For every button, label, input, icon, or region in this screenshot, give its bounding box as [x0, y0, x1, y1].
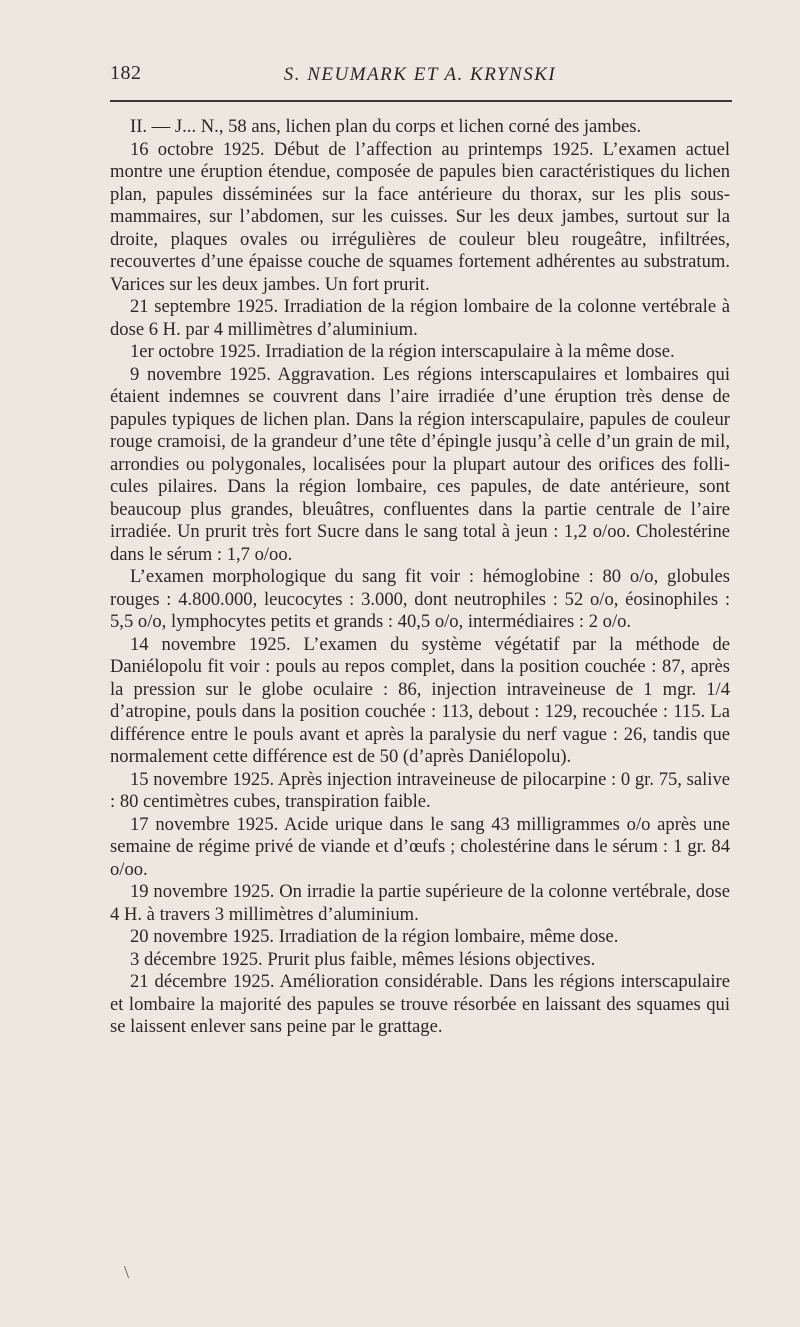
running-title: S. NEUMARK ET A. KRYNSKI — [283, 64, 557, 85]
paragraph-21-septembre: 21 septembre 1925. Irradiation de la région lombaire de la colonne vertébrale à dose 6 H. par 4 millimètres d’aluminium. — [110, 296, 730, 340]
body-text — [110, 116, 730, 1039]
paragraph-9-novembre: 9 novembre 1925. Aggravation. Les régions interscapulaires et lombaires qui étaient indemnes se couvrent dans l’aire irradiée d’une éruption très dense de papules typiques de lichen plan. Dans la région interscapulaire, papules de couleur rouge cramoisi, de la grandeur d’une tête d’épingle jusqu’à celle d’un grain de mil, arrondies ou polygonales, localisées pour la plupart autour des orifices des follicules pilaires. Dans la région lombaire, ces papules, de date antérieure, sont beaucoup plus grandes, bleuâtres, confluentes dans la partie centrale de l’aire irradiée. Un prurit très fort Sucre dans le sang total à jeun : 1,2 o/oo. Cholestérine dans le sérum : 1,7 o/oo. — [110, 363, 730, 565]
paragraph-17-novembre: 17 novembre 1925. Acide urique dans le sang 43 milligrammes o/o après une semaine de régime privé de viande et d’œufs ; cholestérine dans le sérum : 1 gr. 84 o/oo. — [110, 813, 730, 880]
paragraph-19-novembre: 19 novembre 1925. On irradie la partie supérieure de la colonne vertébrale, dose 4 H. à travers 3 millimètres d’aluminium. — [110, 881, 730, 925]
stray-mark: \ — [124, 1262, 130, 1282]
paragraph-16-octobre: 16 octobre 1925. Début de l’affection au printemps 1925. L’examen actuel montre une éruption étendue, composée de papules bien caractéristiques du lichen plan, papules disséminées sur la face antérieure du thorax, sur les plis sous-mammaires, sur l’abdomen, sur les cuisses. Sur les deux jambes, surtout sur la droite, plaques ovales ou irrégulières de couleur bleu rougeâtre, infiltrées, recouvertes d’une épaisse couche de squames fortement adhérentes au substratum. Varices sur les deux jambes. Un fort prurit. — [110, 138, 730, 295]
paragraph-14-novembre: 14 novembre 1925. L’examen du système végétatif par la méthode de Daniélopolu fit voir : pouls au repos complet, dans la position couchée : 87, après la pression sur le globe oculaire : 86, injection intraveineuse de 1 mgr. 1/4 d’atropine, pouls dans la position couchée : 113, debout : 129, recouchée : 115. La différence entre le pouls avant et après la paralysie du nerf vague : 26, tandis que normalement cette différence est de 50 (d’après Daniélopolu). — [110, 633, 730, 767]
paragraph-examen-sang: L’examen morphologique du sang fit voir : hémoglobine : 80 o/o, globules rouges : 4.800.000, leucocytes : 3.000, dont neutrophiles : 52 o/o, éosinophiles : 5,5 o/o, lymphocytes petits et grands : 40,5 o/o, intermédiaires : 2 o/o. — [110, 566, 730, 632]
page-number: 182 — [110, 62, 142, 84]
paragraph-3-decembre: 3 décembre 1925. Prurit plus faible, mêmes lésions objectives. — [130, 948, 596, 970]
case-heading: II. — J... N., 58 ans, lichen plan du corps et lichen corné des jambes. — [130, 116, 642, 137]
paragraph-21-decembre: 21 décembre 1925. Amélioration considérable. Dans les régions interscapulaire et lombaire la majorité des papules se trouve résorbée en laissant des squames qui se laissent enlever sans peine par le grattage. — [110, 971, 730, 1037]
paragraph-20-novembre: 20 novembre 1925. Irradiation de la région lombaire, même dose. — [130, 926, 619, 947]
running-head — [110, 58, 730, 88]
paragraph-15-novembre: 15 novembre 1925. Après injection intraveineuse de pilocarpine : 0 gr. 75, salive : 80 centimètres cubes, transpiration faible. — [110, 768, 730, 812]
header-rule — [110, 100, 732, 102]
paragraph-1er-octobre: 1er octobre 1925. Irradiation de la région interscapulaire à la même dose. — [130, 341, 675, 362]
